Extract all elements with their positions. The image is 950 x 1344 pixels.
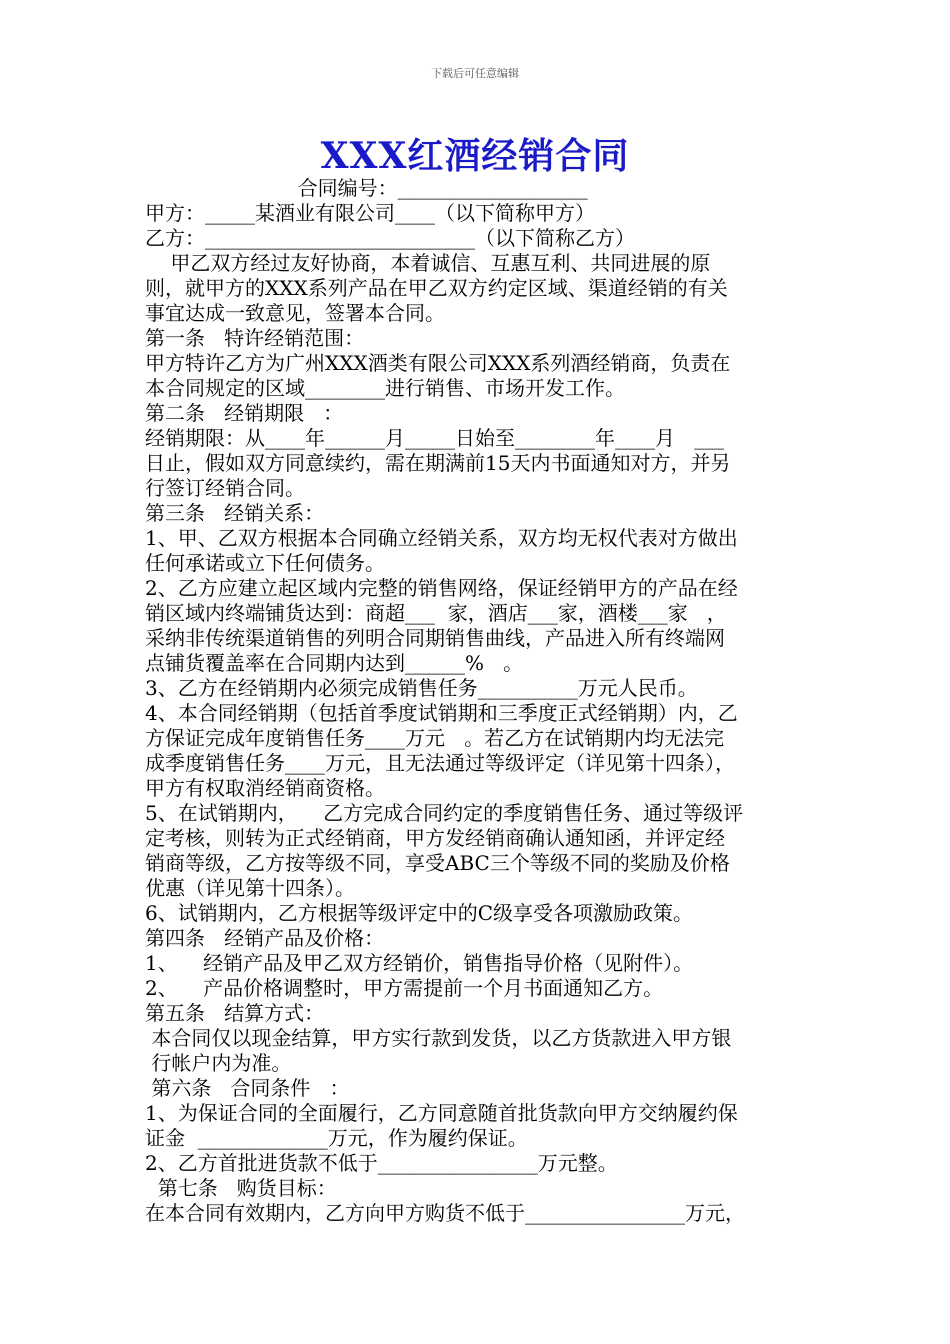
contract-line: 甲乙双方经过友好协商，本着诚信、互惠互利、共同进展的原 bbox=[145, 251, 711, 275]
contract-line: 2、 产品价格调整时，甲方需提前一个月书面通知乙方。 bbox=[145, 976, 664, 1000]
contract-body bbox=[145, 176, 810, 1226]
contract-line: 成季度销售任务____万元，且无法通过等级评定（详见第十四条）， bbox=[145, 751, 735, 775]
contract-line: 第六条 合同条件 ： bbox=[145, 1076, 350, 1100]
contract-line: 甲方有权取消经销商资格。 bbox=[145, 776, 385, 800]
contract-line: 合同编号：___________________ bbox=[145, 176, 588, 200]
contract-line: 本合同仅以现金结算，甲方实行款到发货，以乙方货款进入甲方银 bbox=[145, 1026, 732, 1050]
contract-line: 任何承诺或立下任何债务。 bbox=[145, 551, 385, 575]
contract-line: 2、乙方首批进货款不低于________________万元整。 bbox=[145, 1151, 618, 1175]
contract-line: 4、本合同经销期（包括首季度试销期和三季度正式经销期）内，乙 bbox=[145, 701, 738, 725]
contract-line: 优惠（详见第十四条）。 bbox=[145, 876, 355, 900]
contract-line: 事宜达成一致意见，签署本合同。 bbox=[145, 301, 445, 325]
contract-line: 1、 经销产品及甲乙双方经销价，销售指导价格（见附件）。 bbox=[145, 951, 694, 975]
contract-line: 第三条 经销关系： bbox=[145, 501, 325, 525]
contract-line: 点铺货覆盖率在合同期内达到______% 。 bbox=[145, 651, 524, 675]
contract-line: 乙方：___________________________（以下简称乙方） bbox=[145, 226, 635, 250]
contract-line: 2、乙方应建立起区域内完整的销售网络，保证经销甲方的产品在经 bbox=[145, 576, 738, 600]
contract-line: 3、乙方在经销期内必须完成销售任务__________万元人民币。 bbox=[145, 676, 698, 700]
contract-line: 第四条 经销产品及价格： bbox=[145, 926, 385, 950]
contract-line: 行帐户内为准。 bbox=[145, 1051, 292, 1075]
contract-line: 销区域内终端铺货达到：商超___ 家，酒店___家，酒楼___家 ， bbox=[145, 601, 727, 625]
contract-line: 第五条 结算方式： bbox=[145, 1001, 325, 1025]
contract-line: 采纳非传统渠道销售的列明合同期销售曲线，产品进入所有终端网 bbox=[145, 626, 725, 650]
contract-line: 日止，假如双方同意续约，需在期满前15天内书面通知对方，并另 bbox=[145, 451, 731, 475]
contract-line: 在本合同有效期内，乙方向甲方购货不低于________________万元， bbox=[145, 1201, 745, 1225]
contract-line: 5、在试销期内， 乙方完成合同约定的季度销售任务、通过等级评 bbox=[145, 801, 744, 825]
contract-line: 方保证完成年度销售任务____万元 。若乙方在试销期内均无法完 bbox=[145, 726, 725, 750]
document-title: XXX红酒经销合同 bbox=[320, 135, 630, 177]
contract-line: 第二条 经销期限 ： bbox=[145, 401, 344, 425]
contract-line: 甲方：_____某酒业有限公司____（以下简称甲方） bbox=[145, 201, 595, 225]
contract-line: 经销期限：从____年______月_____日始至________年____月 ___ bbox=[145, 426, 725, 450]
contract-line: 甲方特许乙方为广州XXX酒类有限公司XXX系列酒经销商，负责在 bbox=[145, 351, 731, 375]
contract-line: 第七条 购货目标： bbox=[145, 1176, 337, 1200]
contract-line: 销商等级，乙方按等级不同，享受ABC三个等级不同的奖励及价格 bbox=[145, 851, 730, 875]
contract-line: 1、甲、乙双方根据本合同确立经销关系，双方均无权代表对方做出 bbox=[145, 526, 738, 550]
contract-line: 6、试销期内，乙方根据等级评定中的C级享受各项激励政策。 bbox=[145, 901, 694, 925]
contract-line: 证金 _____________万元，作为履约保证。 bbox=[145, 1126, 528, 1150]
header-note: 下载后可任意编辑 bbox=[431, 67, 519, 80]
contract-line: 1、为保证合同的全面履行，乙方同意随首批货款向甲方交纳履约保 bbox=[145, 1101, 738, 1125]
contract-line: 第一条 特许经销范围： bbox=[145, 326, 365, 350]
contract-line: 定考核，则转为正式经销商，甲方发经销商确认通知函，并评定经 bbox=[145, 826, 725, 850]
contract-line: 则，就甲方的XXX系列产品在甲乙双方约定区域、渠道经销的有关 bbox=[145, 276, 728, 300]
contract-line: 本合同规定的区域________进行销售、市场开发工作。 bbox=[145, 376, 625, 400]
contract-line: 行签订经销合同。 bbox=[145, 476, 305, 500]
